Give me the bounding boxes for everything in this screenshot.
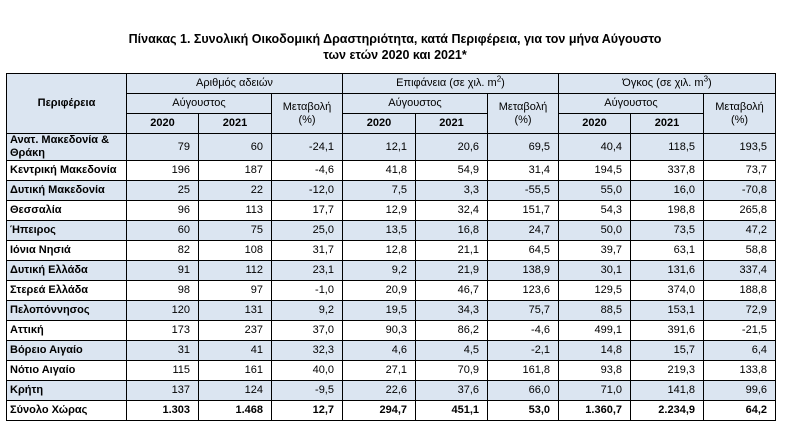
value-cell: 108 [199, 241, 272, 261]
value-cell: 129,5 [559, 281, 631, 301]
value-cell: 31,4 [488, 161, 559, 181]
value-cell: 40,0 [272, 361, 343, 381]
region-cell: Κρήτη [7, 381, 127, 401]
region-cell: Αττική [7, 321, 127, 341]
value-cell: 37,0 [272, 321, 343, 341]
value-cell: 23,1 [272, 261, 343, 281]
value-cell: 188,8 [704, 281, 776, 301]
value-cell: 161,8 [488, 361, 559, 381]
value-cell: 69,5 [488, 134, 559, 161]
header-change-surface: Μεταβολή (%) [488, 94, 559, 134]
value-cell: -4,6 [272, 161, 343, 181]
value-cell: 12,8 [343, 241, 416, 261]
value-cell: 194,5 [559, 161, 631, 181]
table-row [7, 341, 776, 361]
value-cell: 138,9 [488, 261, 559, 281]
value-cell: 53,0 [488, 401, 559, 421]
value-cell: 17,7 [272, 201, 343, 221]
value-cell: 73,5 [631, 221, 704, 241]
region-cell: Νότιο Αιγαίο [7, 361, 127, 381]
value-cell: 79 [127, 134, 199, 161]
value-cell: 93,8 [559, 361, 631, 381]
value-cell: 21,1 [416, 241, 488, 261]
value-cell: 91 [127, 261, 199, 281]
value-cell: 14,8 [559, 341, 631, 361]
header-year-2021: 2021 [631, 114, 704, 134]
table-row [7, 161, 776, 181]
value-cell: 63,1 [631, 241, 704, 261]
value-cell: 173 [127, 321, 199, 341]
value-cell: -21,5 [704, 321, 776, 341]
value-cell: 25 [127, 181, 199, 201]
region-cell: Στερεά Ελλάδα [7, 281, 127, 301]
value-cell: 73,7 [704, 161, 776, 181]
value-cell: 112 [199, 261, 272, 281]
region-cell: Ανατ. Μακεδονία & Θράκη [7, 134, 127, 161]
value-cell: 131 [199, 301, 272, 321]
value-cell: 13,5 [343, 221, 416, 241]
header-surface: Επιφάνεια (σε χιλ. $m^2$) [343, 74, 559, 94]
value-cell: 27,1 [343, 361, 416, 381]
value-cell: 4,5 [416, 341, 488, 361]
value-cell: 99,6 [704, 381, 776, 401]
value-cell: 64,2 [704, 401, 776, 421]
table-row [7, 221, 776, 241]
value-cell: 97 [199, 281, 272, 301]
header-change-permits: Μεταβολή (%) [272, 94, 343, 134]
value-cell: 41,8 [343, 161, 416, 181]
value-cell: 32,4 [416, 201, 488, 221]
value-cell: -1,0 [272, 281, 343, 301]
value-cell: 22,6 [343, 381, 416, 401]
value-cell: 4,6 [343, 341, 416, 361]
region-cell: Δυτική Μακεδονία [7, 181, 127, 201]
table-row [7, 261, 776, 281]
value-cell: 294,7 [343, 401, 416, 421]
header-year-2021: 2021 [199, 114, 272, 134]
header-year-2020: 2020 [127, 114, 199, 134]
header-year-2020: 2020 [559, 114, 631, 134]
value-cell: 15,7 [631, 341, 704, 361]
value-cell: 451,1 [416, 401, 488, 421]
region-cell: Βόρειο Αιγαίο [7, 341, 127, 361]
value-cell: 37,6 [416, 381, 488, 401]
value-cell: 115 [127, 361, 199, 381]
header-row-groups [7, 74, 776, 94]
value-cell: 22 [199, 181, 272, 201]
value-cell: -9,5 [272, 381, 343, 401]
value-cell: 60 [127, 221, 199, 241]
value-cell: 137 [127, 381, 199, 401]
header-change-volume: Μεταβολή (%) [704, 94, 776, 134]
table-row [7, 321, 776, 341]
header-month-surface: Αύγουστος [343, 94, 488, 114]
value-cell: -55,5 [488, 181, 559, 201]
value-cell: 187 [199, 161, 272, 181]
value-cell: 98 [127, 281, 199, 301]
value-cell: -12,0 [272, 181, 343, 201]
region-cell: Δυτική Ελλάδα [7, 261, 127, 281]
table-row [7, 201, 776, 221]
region-cell: Ήπειρος [7, 221, 127, 241]
value-cell: 82 [127, 241, 199, 261]
statistics-table [6, 73, 776, 421]
value-cell: 31,7 [272, 241, 343, 261]
value-cell: 133,8 [704, 361, 776, 381]
value-cell: 96 [127, 201, 199, 221]
value-cell: 141,8 [631, 381, 704, 401]
table-row [7, 134, 776, 161]
header-month-volume: Αύγουστος [559, 94, 704, 114]
value-cell: 124 [199, 381, 272, 401]
value-cell: 16,0 [631, 181, 704, 201]
value-cell: 31 [127, 341, 199, 361]
value-cell: 499,1 [559, 321, 631, 341]
value-cell: 1.360,7 [559, 401, 631, 421]
value-cell: 12,7 [272, 401, 343, 421]
table-row [7, 281, 776, 301]
value-cell: 123,6 [488, 281, 559, 301]
value-cell: 2.234,9 [631, 401, 704, 421]
value-cell: 66,0 [488, 381, 559, 401]
value-cell: 118,5 [631, 134, 704, 161]
value-cell: 58,8 [704, 241, 776, 261]
value-cell: 30,1 [559, 261, 631, 281]
value-cell: 1.468 [199, 401, 272, 421]
header-month-permits: Αύγουστος [127, 94, 272, 114]
value-cell: 25,0 [272, 221, 343, 241]
value-cell: 90,3 [343, 321, 416, 341]
value-cell: 60 [199, 134, 272, 161]
table-row [7, 181, 776, 201]
header-permits: Αριθμός αδειών [127, 74, 343, 94]
value-cell: 88,5 [559, 301, 631, 321]
value-cell: -24,1 [272, 134, 343, 161]
value-cell: 198,8 [631, 201, 704, 221]
value-cell: 12,9 [343, 201, 416, 221]
value-cell: 55,0 [559, 181, 631, 201]
value-cell: 16,8 [416, 221, 488, 241]
value-cell: 161 [199, 361, 272, 381]
value-cell: -70,8 [704, 181, 776, 201]
value-cell: 40,4 [559, 134, 631, 161]
value-cell: 54,9 [416, 161, 488, 181]
value-cell: 70,9 [416, 361, 488, 381]
value-cell: 24,7 [488, 221, 559, 241]
value-cell: 153,1 [631, 301, 704, 321]
value-cell: 237 [199, 321, 272, 341]
value-cell: 71,0 [559, 381, 631, 401]
value-cell: 265,8 [704, 201, 776, 221]
value-cell: 196 [127, 161, 199, 181]
header-region: Περιφέρεια [7, 74, 127, 134]
region-cell: Κεντρική Μακεδονία [7, 161, 127, 181]
value-cell: 72,9 [704, 301, 776, 321]
value-cell: 50,0 [559, 221, 631, 241]
value-cell: 64,5 [488, 241, 559, 261]
value-cell: 7,5 [343, 181, 416, 201]
value-cell: 337,4 [704, 261, 776, 281]
value-cell: 219,3 [631, 361, 704, 381]
value-cell: 374,0 [631, 281, 704, 301]
value-cell: 47,2 [704, 221, 776, 241]
region-cell: Ιόνια Νησιά [7, 241, 127, 261]
value-cell: -4,6 [488, 321, 559, 341]
value-cell: 1.303 [127, 401, 199, 421]
value-cell: 391,6 [631, 321, 704, 341]
table-title-line2: των ετών 2020 και 2021* [323, 48, 467, 62]
value-cell: 39,7 [559, 241, 631, 261]
value-cell: 21,9 [416, 261, 488, 281]
table-title [0, 31, 790, 63]
table-row [7, 381, 776, 401]
header-volume: Όγκος (σε χιλ. $m^3$) [559, 74, 776, 94]
value-cell: 54,3 [559, 201, 631, 221]
header-year-2020: 2020 [343, 114, 416, 134]
header-year-2021: 2021 [416, 114, 488, 134]
value-cell: 120 [127, 301, 199, 321]
value-cell: 20,6 [416, 134, 488, 161]
total-row [7, 401, 776, 421]
region-cell: Πελοπόννησος [7, 301, 127, 321]
value-cell: 9,2 [272, 301, 343, 321]
value-cell: 75,7 [488, 301, 559, 321]
value-cell: 41 [199, 341, 272, 361]
value-cell: 86,2 [416, 321, 488, 341]
table-title-line1: Πίνακας 1. Συνολική Οικοδομική Δραστηριότητα, κατά Περιφέρεια, για τον μήνα Αύγουστο [128, 32, 662, 46]
value-cell: 337,8 [631, 161, 704, 181]
region-cell: Σύνολο Χώρας [7, 401, 127, 421]
table-row [7, 241, 776, 261]
value-cell: 32,3 [272, 341, 343, 361]
table-row [7, 301, 776, 321]
value-cell: 113 [199, 201, 272, 221]
value-cell: 3,3 [416, 181, 488, 201]
value-cell: 75 [199, 221, 272, 241]
value-cell: 46,7 [416, 281, 488, 301]
value-cell: 193,5 [704, 134, 776, 161]
value-cell: 151,7 [488, 201, 559, 221]
value-cell: 6,4 [704, 341, 776, 361]
value-cell: 19,5 [343, 301, 416, 321]
value-cell: -2,1 [488, 341, 559, 361]
table-row [7, 361, 776, 381]
value-cell: 131,6 [631, 261, 704, 281]
region-cell: Θεσσαλία [7, 201, 127, 221]
value-cell: 9,2 [343, 261, 416, 281]
value-cell: 12,1 [343, 134, 416, 161]
value-cell: 20,9 [343, 281, 416, 301]
value-cell: 34,3 [416, 301, 488, 321]
